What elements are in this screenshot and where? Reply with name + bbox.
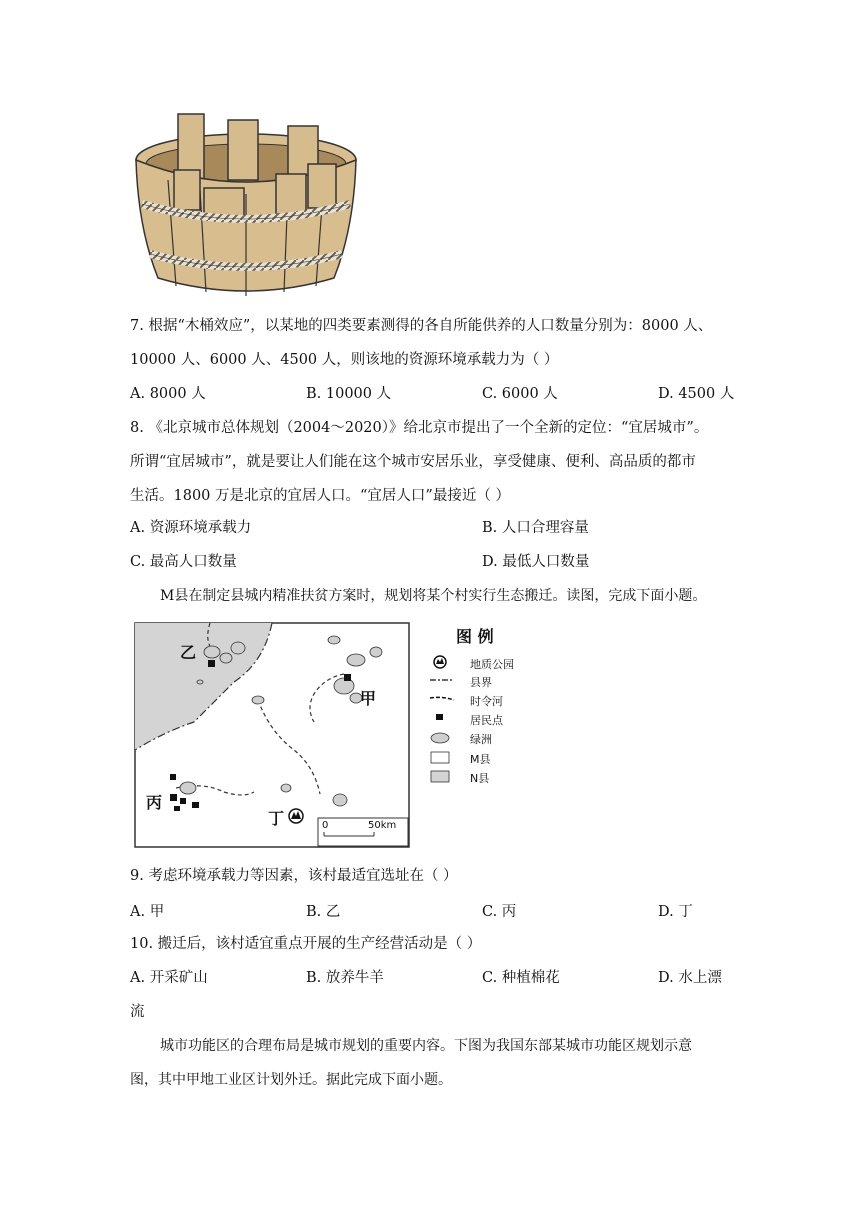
intro-m-county: M县在制定县城内精准扶贫方案时，规划将某个村实行生态搬迁。读图，完成下面小题。 <box>160 588 707 604</box>
q9-option-d: D. 丁 <box>658 904 693 920</box>
legend-n-county: N县 <box>470 772 490 785</box>
q8-stem-line1: 8. 《北京城市总体规划（2004～2020）》给北京市提出了一个全新的定位：“宜居城市”。 <box>130 420 709 436</box>
q8-stem-line3: 生活。1800 万是北京的宜居人口。“宜居人口”最接近（ ） <box>130 488 510 504</box>
wooden-bucket-illustration <box>128 108 364 298</box>
map-label-bing: 丙 <box>146 793 163 812</box>
legend-title: 图 例 <box>456 627 494 646</box>
legend-settlement-icon <box>436 714 443 720</box>
q8-option-c: C. 最高人口数量 <box>130 554 237 570</box>
legend-county-border: 县界 <box>470 676 492 689</box>
q10-stem: 10. 搬迁后，该村适宜重点开展的生产经营活动是（ ） <box>130 936 482 952</box>
q8-stem-line2: 所谓“宜居城市”，就是要让人们能在这个城市安居乐业，享受健康、便利、高品质的都市 <box>130 454 696 470</box>
q7-option-b: B. 10000 人 <box>306 386 392 402</box>
intro-city-line1: 城市功能区的合理布局是城市规划的重要内容。下图为我国东部某城市功能区规划示意 <box>160 1038 692 1054</box>
map-label-ding: 丁 <box>268 809 285 828</box>
legend-geopark: 地质公园 <box>470 658 514 671</box>
legend-symbols <box>426 652 466 786</box>
q9-option-c: C. 丙 <box>482 904 517 920</box>
scale-distance: 50km <box>368 820 397 831</box>
q10-option-a: A. 开采矿山 <box>130 970 208 986</box>
legend-m-county-swatch <box>431 752 449 763</box>
q7-option-c: C. 6000 人 <box>482 386 558 402</box>
map-label-jia: 甲 <box>360 689 377 708</box>
q7-stem-line1: 7. 根据“木桶效应”，以某地的四类要素测得的各自所能供养的人口数量分别为：8000 人、 <box>130 318 713 334</box>
legend-oasis: 绿洲 <box>470 733 492 746</box>
q10-option-d: D. 水上漂 <box>658 970 722 986</box>
q10-option-d-wrap: 流 <box>130 1004 145 1020</box>
q7-option-d: D. 4500 人 <box>658 386 735 402</box>
map-label-yi: 乙 <box>180 643 197 662</box>
q7-stem-line2: 10000 人、6000 人、4500 人，则该地的资源环境承载力为（ ） <box>130 352 559 368</box>
q8-option-a: A. 资源环境承载力 <box>130 520 252 536</box>
q10-option-c: C. 种植棉花 <box>482 970 560 986</box>
q9-option-a: A. 甲 <box>130 904 165 920</box>
legend-seasonal-river: 时令河 <box>470 695 503 708</box>
legend-m-county: M县 <box>470 753 491 766</box>
q9-option-b: B. 乙 <box>306 904 341 920</box>
q7-option-a: A. 8000 人 <box>130 386 206 402</box>
legend-n-county-swatch <box>431 771 449 782</box>
q8-option-d: D. 最低人口数量 <box>482 554 590 570</box>
legend-settlement: 居民点 <box>470 714 503 727</box>
q10-option-b: B. 放养牛羊 <box>306 970 384 986</box>
q9-stem: 9. 考虑环境承载力等因素，该村最适宜选址在（ ） <box>130 868 458 884</box>
q8-option-b: B. 人口合理容量 <box>482 520 589 536</box>
legend-oasis-icon <box>431 733 449 743</box>
scale-zero: 0 <box>322 820 329 831</box>
intro-city-line2: 图，其中甲地工业区计划外迁。据此完成下面小题。 <box>130 1072 452 1088</box>
